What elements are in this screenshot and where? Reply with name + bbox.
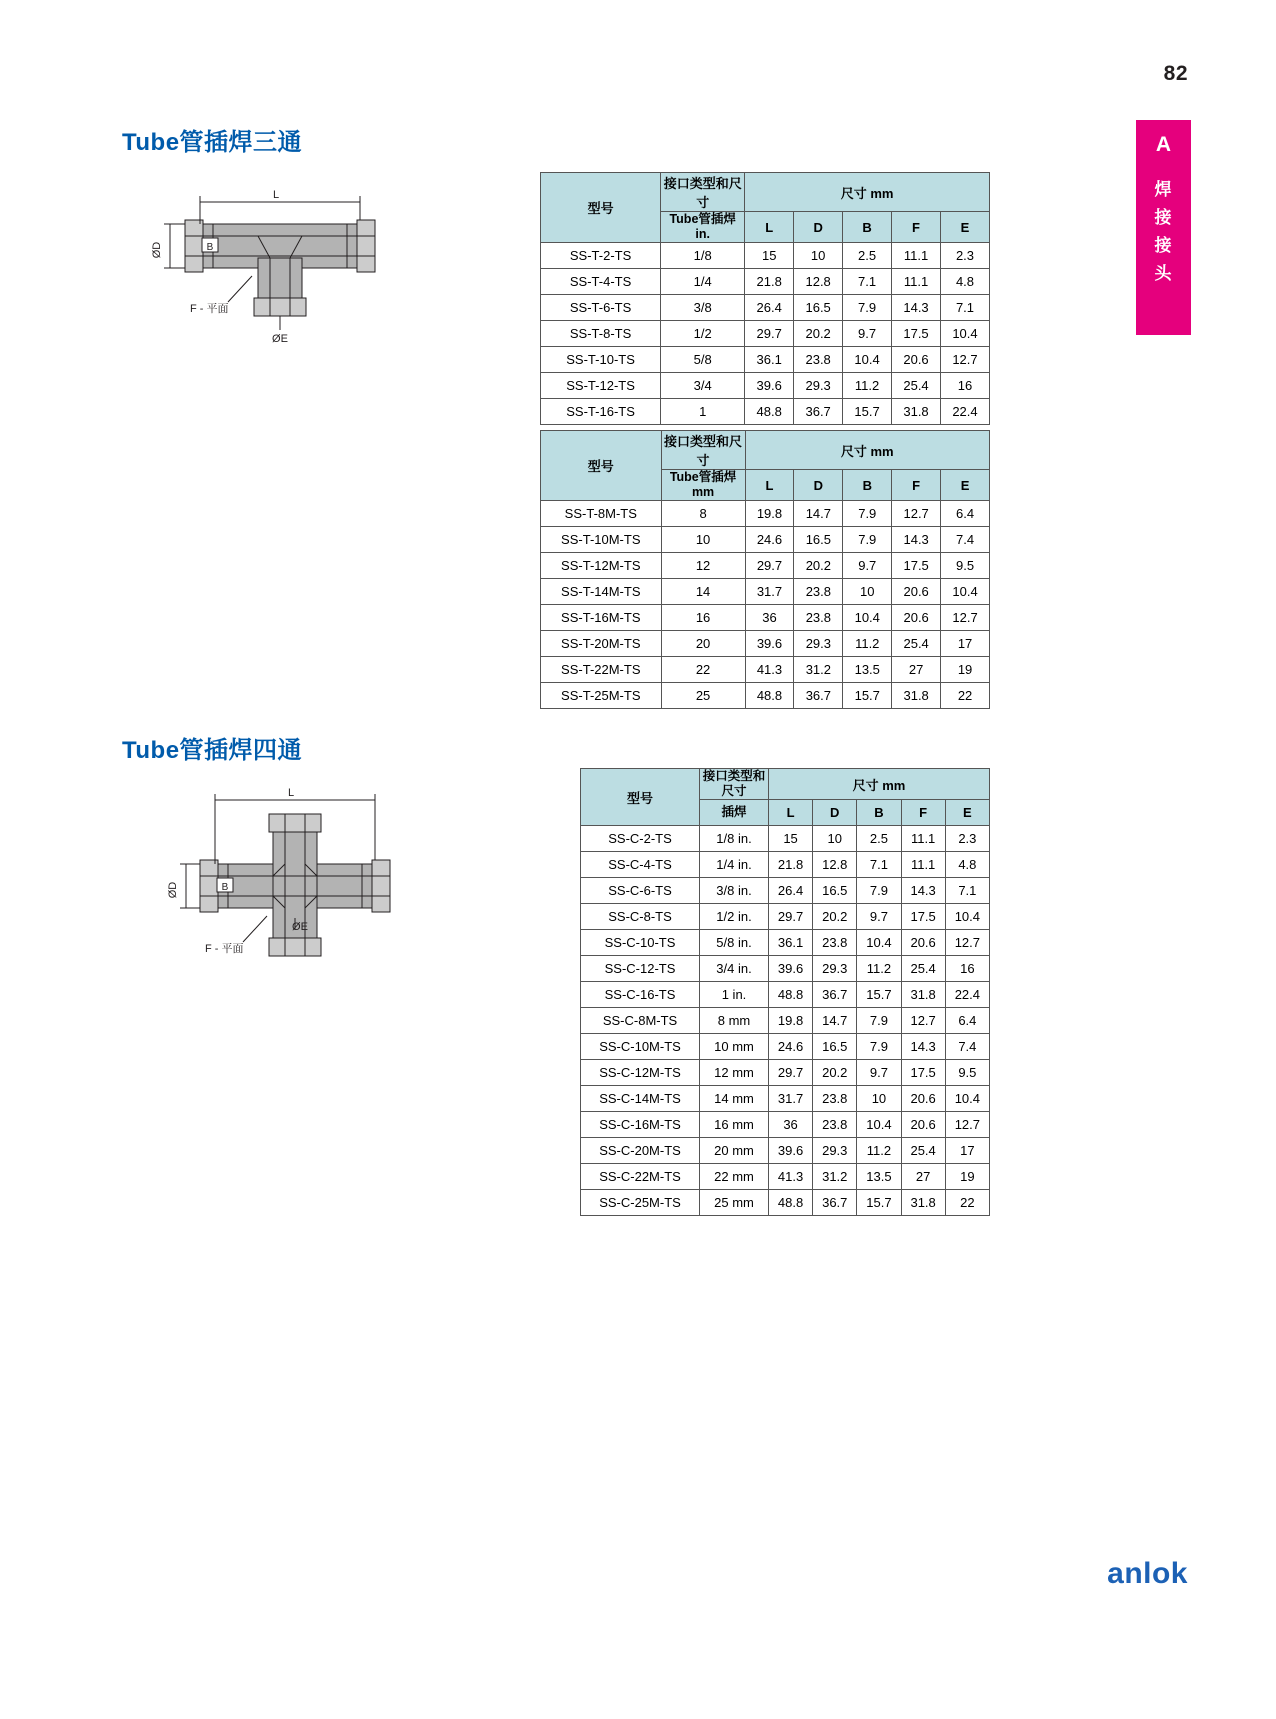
header-interface-group: 接口类型和尺寸 xyxy=(661,431,745,470)
cell-dimension: 14.7 xyxy=(794,501,843,527)
table-row xyxy=(581,982,990,1008)
cell-interface: 10 mm xyxy=(700,1034,769,1060)
cell-dimension: 7.1 xyxy=(843,269,892,295)
cell-dimension: 10 xyxy=(794,243,843,269)
cell-dimension: 22.4 xyxy=(945,982,989,1008)
header-interface-unit: mm xyxy=(691,485,715,499)
cell-dimension: 2.5 xyxy=(843,243,892,269)
cell-dimension: 36.1 xyxy=(768,930,812,956)
svg-text:ØE: ØE xyxy=(292,921,308,933)
cell-interface: 16 xyxy=(661,605,745,631)
cell-dimension: 20.6 xyxy=(901,930,945,956)
table-row xyxy=(541,527,990,553)
cell-dimension: 7.4 xyxy=(941,527,990,553)
section-tab-label: 焊 接 接 头 xyxy=(1154,180,1173,283)
cell-dimension: 31.7 xyxy=(745,579,794,605)
table-header-row xyxy=(541,431,990,470)
cell-dimension: 22 xyxy=(945,1190,989,1216)
cell-dimension: 10.4 xyxy=(857,1112,901,1138)
cell-dimension: 36 xyxy=(745,605,794,631)
cell-dimension: 12.8 xyxy=(794,269,843,295)
cell-dimension: 39.6 xyxy=(768,1138,812,1164)
cell-model: SS-C-6-TS xyxy=(581,878,700,904)
cell-dimension: 29.7 xyxy=(745,321,794,347)
cell-dimension: 48.8 xyxy=(745,399,794,425)
cell-dimension: 36.7 xyxy=(794,683,843,709)
cell-dimension: 31.8 xyxy=(892,683,941,709)
cell-dimension: 20.2 xyxy=(794,321,843,347)
table-row xyxy=(581,1112,990,1138)
cell-dimension: 25.4 xyxy=(892,631,941,657)
header-dim-b: B xyxy=(857,800,901,826)
cell-interface: 1 xyxy=(661,399,745,425)
cell-dimension: 20.6 xyxy=(892,347,941,373)
table-row xyxy=(541,347,990,373)
table-row xyxy=(581,1008,990,1034)
cell-dimension: 41.3 xyxy=(768,1164,812,1190)
cell-dimension: 36.7 xyxy=(794,399,843,425)
cell-dimension: 48.8 xyxy=(768,982,812,1008)
cell-dimension: 20.6 xyxy=(892,579,941,605)
cell-model: SS-T-14M-TS xyxy=(541,579,662,605)
table-row xyxy=(581,1190,990,1216)
cell-dimension: 9.7 xyxy=(843,321,892,347)
cell-dimension: 7.9 xyxy=(843,501,892,527)
cell-model: SS-T-2-TS xyxy=(541,243,661,269)
header-interface-sub-label: Tube管插焊 xyxy=(669,212,736,226)
cell-dimension: 12.7 xyxy=(945,930,989,956)
table-row xyxy=(541,579,990,605)
cross-table xyxy=(580,768,990,1216)
cell-dimension: 19.8 xyxy=(768,1008,812,1034)
cell-dimension: 29.3 xyxy=(794,373,843,399)
table-header-row xyxy=(581,769,990,800)
cell-dimension: 9.7 xyxy=(857,904,901,930)
cell-dimension: 17.5 xyxy=(901,904,945,930)
svg-text:ØD: ØD xyxy=(151,241,163,259)
cell-dimension: 12.8 xyxy=(813,852,857,878)
header-model: 型号 xyxy=(541,173,661,243)
cell-interface: 14 mm xyxy=(700,1086,769,1112)
cell-dimension: 19 xyxy=(945,1164,989,1190)
cell-dimension: 10 xyxy=(813,826,857,852)
cell-dimension: 39.6 xyxy=(745,373,794,399)
svg-text:F - 平面: F - 平面 xyxy=(190,303,229,315)
cell-dimension: 36.1 xyxy=(745,347,794,373)
header-dim-d: D xyxy=(813,800,857,826)
cell-dimension: 36.7 xyxy=(813,982,857,1008)
cell-dimension: 39.6 xyxy=(768,956,812,982)
cell-interface: 5/8 in. xyxy=(700,930,769,956)
svg-text:B: B xyxy=(206,242,214,253)
cell-interface: 1/8 xyxy=(661,243,745,269)
cell-dimension: 31.8 xyxy=(901,982,945,1008)
cell-dimension: 12.7 xyxy=(901,1008,945,1034)
cell-dimension: 19.8 xyxy=(745,501,794,527)
header-dims-group: 尺寸 mm xyxy=(768,769,989,800)
tee-metric-table-body xyxy=(541,501,990,709)
cell-dimension: 12.7 xyxy=(940,347,989,373)
table-row xyxy=(541,321,990,347)
header-dim-e: E xyxy=(945,800,989,826)
header-interface-sub: 插焊 xyxy=(700,800,769,826)
cell-dimension: 15.7 xyxy=(857,1190,901,1216)
cell-dimension: 16.5 xyxy=(813,878,857,904)
cell-dimension: 23.8 xyxy=(794,347,843,373)
table-row xyxy=(541,553,990,579)
cell-dimension: 17.5 xyxy=(892,321,941,347)
cell-dimension: 48.8 xyxy=(768,1190,812,1216)
cell-model: SS-C-20M-TS xyxy=(581,1138,700,1164)
cell-dimension: 29.3 xyxy=(794,631,843,657)
cell-model: SS-T-10-TS xyxy=(541,347,661,373)
tee-figure xyxy=(140,180,410,355)
page-number: 82 xyxy=(1163,62,1188,85)
cell-model: SS-C-16M-TS xyxy=(581,1112,700,1138)
cell-dimension: 7.9 xyxy=(843,295,892,321)
cell-model: SS-T-12M-TS xyxy=(541,553,662,579)
cell-dimension: 29.7 xyxy=(745,553,794,579)
section-title-cross: Tube管插焊四通 xyxy=(122,737,303,764)
header-interface-unit: in. xyxy=(695,227,710,241)
header-model: 型号 xyxy=(581,769,700,826)
brand-logo: anlok xyxy=(1107,1557,1188,1590)
cell-dimension: 16.5 xyxy=(794,527,843,553)
cell-dimension: 6.4 xyxy=(945,1008,989,1034)
cell-dimension: 20.6 xyxy=(901,1086,945,1112)
svg-text:L: L xyxy=(287,787,295,799)
cell-dimension: 15 xyxy=(768,826,812,852)
cell-dimension: 7.1 xyxy=(945,878,989,904)
cell-model: SS-T-20M-TS xyxy=(541,631,662,657)
table-row xyxy=(581,1086,990,1112)
cell-model: SS-T-4-TS xyxy=(541,269,661,295)
cell-dimension: 23.8 xyxy=(794,605,843,631)
cell-dimension: 16.5 xyxy=(813,1034,857,1060)
cell-model: SS-C-8M-TS xyxy=(581,1008,700,1034)
table-row xyxy=(541,269,990,295)
cell-dimension: 20.2 xyxy=(813,904,857,930)
cell-dimension: 14.3 xyxy=(901,1034,945,1060)
cell-dimension: 41.3 xyxy=(745,657,794,683)
header-dims-group: 尺寸 mm xyxy=(745,431,989,470)
cell-dimension: 13.5 xyxy=(857,1164,901,1190)
cell-dimension: 29.7 xyxy=(768,1060,812,1086)
cell-model: SS-T-16-TS xyxy=(541,399,661,425)
cell-interface: 3/4 xyxy=(661,373,745,399)
cell-dimension: 7.4 xyxy=(945,1034,989,1060)
cell-interface: 22 xyxy=(661,657,745,683)
table-row xyxy=(541,605,990,631)
cell-dimension: 23.8 xyxy=(813,1112,857,1138)
cell-dimension: 14.3 xyxy=(892,295,941,321)
cell-dimension: 11.1 xyxy=(901,852,945,878)
cell-dimension: 10.4 xyxy=(945,904,989,930)
header-dim-f: F xyxy=(892,470,941,501)
cell-interface: 1/4 xyxy=(661,269,745,295)
section-title-tee: Tube管插焊三通 xyxy=(122,129,303,156)
cell-model: SS-T-8-TS xyxy=(541,321,661,347)
cell-dimension: 26.4 xyxy=(745,295,794,321)
section-tab xyxy=(1136,120,1191,335)
cell-dimension: 14.3 xyxy=(901,878,945,904)
cell-dimension: 23.8 xyxy=(813,930,857,956)
cell-model: SS-T-22M-TS xyxy=(541,657,662,683)
cell-dimension: 16.5 xyxy=(794,295,843,321)
cell-interface: 3/8 xyxy=(661,295,745,321)
cell-dimension: 36.7 xyxy=(813,1190,857,1216)
table-row xyxy=(581,826,990,852)
cell-dimension: 9.5 xyxy=(941,553,990,579)
header-dim-f: F xyxy=(901,800,945,826)
cell-dimension: 10 xyxy=(843,579,892,605)
header-dim-e: E xyxy=(940,212,989,243)
table-row xyxy=(581,1164,990,1190)
cell-model: SS-T-12-TS xyxy=(541,373,661,399)
cell-dimension: 2.3 xyxy=(940,243,989,269)
cell-dimension: 9.7 xyxy=(857,1060,901,1086)
cell-dimension: 7.9 xyxy=(843,527,892,553)
cell-interface: 1 in. xyxy=(700,982,769,1008)
cell-dimension: 20.6 xyxy=(901,1112,945,1138)
cell-dimension: 23.8 xyxy=(794,579,843,605)
cell-dimension: 11.2 xyxy=(843,373,892,399)
cell-dimension: 15 xyxy=(745,243,794,269)
header-dim-b: B xyxy=(843,212,892,243)
cell-dimension: 11.1 xyxy=(901,826,945,852)
cell-model: SS-C-14M-TS xyxy=(581,1086,700,1112)
cell-interface: 12 xyxy=(661,553,745,579)
cell-dimension: 10.4 xyxy=(843,605,892,631)
cell-dimension: 4.8 xyxy=(940,269,989,295)
table-row xyxy=(581,904,990,930)
cell-interface: 14 xyxy=(661,579,745,605)
table-row xyxy=(581,956,990,982)
cell-dimension: 19 xyxy=(941,657,990,683)
svg-text:ØD: ØD xyxy=(167,881,179,899)
cell-interface: 1/2 in. xyxy=(700,904,769,930)
cell-interface: 12 mm xyxy=(700,1060,769,1086)
header-interface-sub xyxy=(661,212,745,243)
cell-dimension: 10.4 xyxy=(941,579,990,605)
cell-dimension: 11.2 xyxy=(857,1138,901,1164)
cell-model: SS-C-4-TS xyxy=(581,852,700,878)
cell-model: SS-C-10-TS xyxy=(581,930,700,956)
cell-model: SS-T-8M-TS xyxy=(541,501,662,527)
tee-inch-table xyxy=(540,172,990,425)
cell-dimension: 15.7 xyxy=(843,399,892,425)
table-row xyxy=(581,930,990,956)
cell-dimension: 15.7 xyxy=(843,683,892,709)
cell-interface: 5/8 xyxy=(661,347,745,373)
cell-dimension: 17.5 xyxy=(901,1060,945,1086)
cell-interface: 20 mm xyxy=(700,1138,769,1164)
table-row xyxy=(581,852,990,878)
header-interface-sub-label: Tube管插焊 xyxy=(669,470,737,484)
cell-dimension: 13.5 xyxy=(843,657,892,683)
cell-interface: 22 mm xyxy=(700,1164,769,1190)
table-row xyxy=(581,878,990,904)
cell-dimension: 31.8 xyxy=(901,1190,945,1216)
header-dim-f: F xyxy=(892,212,941,243)
cell-model: SS-T-10M-TS xyxy=(541,527,662,553)
cell-dimension: 25.4 xyxy=(892,373,941,399)
cell-dimension: 21.8 xyxy=(745,269,794,295)
cell-dimension: 12.7 xyxy=(945,1112,989,1138)
cell-model: SS-T-16M-TS xyxy=(541,605,662,631)
cell-dimension: 4.8 xyxy=(945,852,989,878)
cell-dimension: 16 xyxy=(940,373,989,399)
cell-dimension: 25.4 xyxy=(901,956,945,982)
cell-model: SS-C-12-TS xyxy=(581,956,700,982)
cell-dimension: 10.4 xyxy=(945,1086,989,1112)
header-dims-group: 尺寸 mm xyxy=(745,173,990,212)
cell-dimension: 25.4 xyxy=(901,1138,945,1164)
table-row xyxy=(541,683,990,709)
cell-dimension: 11.2 xyxy=(843,631,892,657)
header-interface-sub xyxy=(661,470,745,501)
cell-dimension: 11.1 xyxy=(892,243,941,269)
cell-dimension: 7.1 xyxy=(857,852,901,878)
cell-dimension: 48.8 xyxy=(745,683,794,709)
table-row xyxy=(581,1138,990,1164)
cell-dimension: 36 xyxy=(768,1112,812,1138)
cell-model: SS-T-6-TS xyxy=(541,295,661,321)
section-tab-letter: A xyxy=(1155,133,1172,156)
cell-dimension: 20.2 xyxy=(794,553,843,579)
table-row xyxy=(541,243,990,269)
svg-text:B: B xyxy=(221,882,229,893)
cell-dimension: 29.3 xyxy=(813,956,857,982)
svg-text:F - 平面: F - 平面 xyxy=(205,943,244,955)
cell-dimension: 10.4 xyxy=(940,321,989,347)
cell-interface: 1/2 xyxy=(661,321,745,347)
cell-dimension: 7.9 xyxy=(857,878,901,904)
cell-dimension: 24.6 xyxy=(745,527,794,553)
cell-interface: 8 xyxy=(661,501,745,527)
cell-dimension: 7.9 xyxy=(857,1034,901,1060)
cell-dimension: 7.9 xyxy=(857,1008,901,1034)
cell-dimension: 7.1 xyxy=(940,295,989,321)
cell-dimension: 29.7 xyxy=(768,904,812,930)
cell-dimension: 20.2 xyxy=(813,1060,857,1086)
cell-dimension: 14.7 xyxy=(813,1008,857,1034)
cell-model: SS-C-8-TS xyxy=(581,904,700,930)
cell-dimension: 22 xyxy=(941,683,990,709)
cell-dimension: 17.5 xyxy=(892,553,941,579)
cell-dimension: 27 xyxy=(892,657,941,683)
cell-dimension: 2.5 xyxy=(857,826,901,852)
cell-model: SS-C-10M-TS xyxy=(581,1034,700,1060)
cell-dimension: 14.3 xyxy=(892,527,941,553)
cell-interface: 3/8 in. xyxy=(700,878,769,904)
tee-inch-table-body xyxy=(541,243,990,425)
cell-model: SS-C-2-TS xyxy=(581,826,700,852)
cell-model: SS-T-25M-TS xyxy=(541,683,662,709)
cell-dimension: 31.2 xyxy=(794,657,843,683)
cell-dimension: 39.6 xyxy=(745,631,794,657)
cross-figure xyxy=(160,778,430,983)
table-row xyxy=(541,399,990,425)
cell-dimension: 12.7 xyxy=(941,605,990,631)
cell-interface: 1/8 in. xyxy=(700,826,769,852)
cell-dimension: 31.2 xyxy=(813,1164,857,1190)
header-dim-l: L xyxy=(768,800,812,826)
cell-model: SS-C-22M-TS xyxy=(581,1164,700,1190)
table-row xyxy=(541,373,990,399)
header-interface-group: 接口类型和尺寸 xyxy=(661,173,745,212)
cell-interface: 8 mm xyxy=(700,1008,769,1034)
cell-dimension: 10.4 xyxy=(843,347,892,373)
cell-dimension: 17 xyxy=(945,1138,989,1164)
table-row xyxy=(541,631,990,657)
cell-model: SS-C-12M-TS xyxy=(581,1060,700,1086)
cell-dimension: 27 xyxy=(901,1164,945,1190)
header-dim-d: D xyxy=(794,212,843,243)
cell-interface: 25 xyxy=(661,683,745,709)
cell-dimension: 26.4 xyxy=(768,878,812,904)
cell-dimension: 10 xyxy=(857,1086,901,1112)
header-interface-group: 接口类型和尺寸 xyxy=(700,769,769,800)
cell-model: SS-C-25M-TS xyxy=(581,1190,700,1216)
table-row xyxy=(541,657,990,683)
cell-model: SS-C-16-TS xyxy=(581,982,700,1008)
table-header-row xyxy=(541,173,990,212)
table-row xyxy=(581,1034,990,1060)
cell-dimension: 9.5 xyxy=(945,1060,989,1086)
cell-interface: 3/4 in. xyxy=(700,956,769,982)
cell-dimension: 9.7 xyxy=(843,553,892,579)
cell-dimension: 11.1 xyxy=(892,269,941,295)
cell-dimension: 17 xyxy=(941,631,990,657)
cell-interface: 20 xyxy=(661,631,745,657)
header-dim-b: B xyxy=(843,470,892,501)
cell-dimension: 22.4 xyxy=(940,399,989,425)
header-dim-d: D xyxy=(794,470,843,501)
cell-interface: 16 mm xyxy=(700,1112,769,1138)
table-row xyxy=(581,1060,990,1086)
cell-dimension: 20.6 xyxy=(892,605,941,631)
cell-dimension: 31.7 xyxy=(768,1086,812,1112)
cell-dimension: 6.4 xyxy=(941,501,990,527)
header-dim-l: L xyxy=(745,212,794,243)
cell-dimension: 15.7 xyxy=(857,982,901,1008)
cell-dimension: 2.3 xyxy=(945,826,989,852)
svg-text:L: L xyxy=(272,189,280,201)
cell-dimension: 11.2 xyxy=(857,956,901,982)
header-model: 型号 xyxy=(541,431,662,501)
cell-dimension: 12.7 xyxy=(892,501,941,527)
cell-dimension: 23.8 xyxy=(813,1086,857,1112)
cell-dimension: 16 xyxy=(945,956,989,982)
table-row xyxy=(541,295,990,321)
cell-interface: 1/4 in. xyxy=(700,852,769,878)
svg-text:ØE: ØE xyxy=(272,333,288,345)
header-dim-l: L xyxy=(745,470,794,501)
header-dim-e: E xyxy=(941,470,990,501)
cell-interface: 10 xyxy=(661,527,745,553)
cell-dimension: 31.8 xyxy=(892,399,941,425)
cell-interface: 25 mm xyxy=(700,1190,769,1216)
cell-dimension: 24.6 xyxy=(768,1034,812,1060)
tee-metric-table xyxy=(540,430,990,709)
cell-dimension: 21.8 xyxy=(768,852,812,878)
cross-table-body xyxy=(581,826,990,1216)
cell-dimension: 29.3 xyxy=(813,1138,857,1164)
cell-dimension: 10.4 xyxy=(857,930,901,956)
table-row xyxy=(541,501,990,527)
